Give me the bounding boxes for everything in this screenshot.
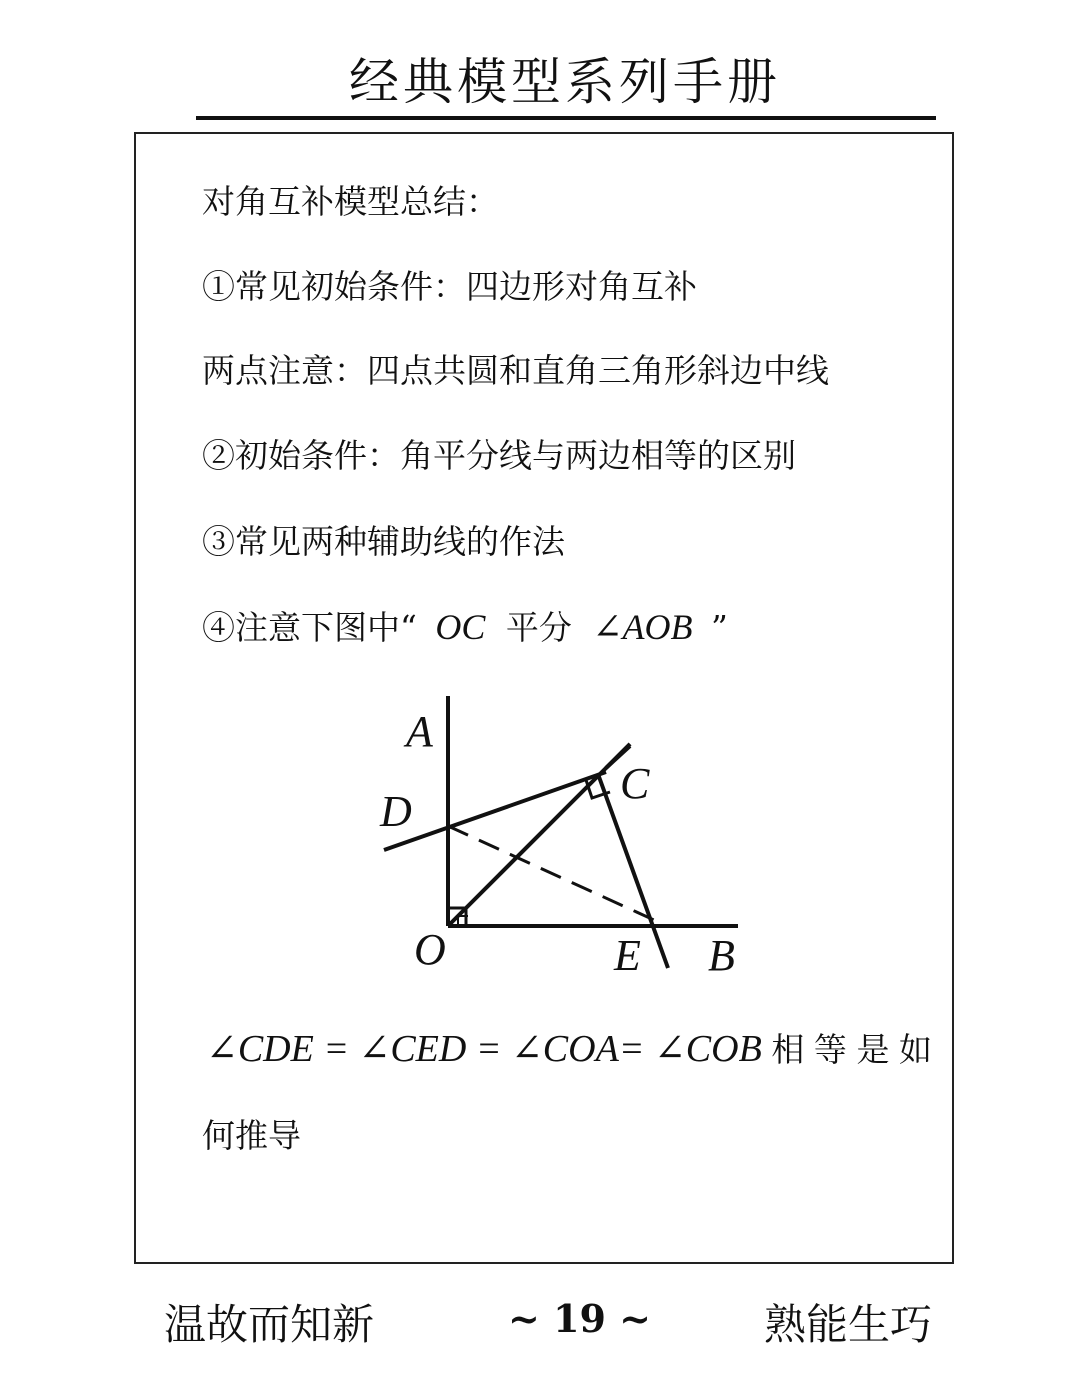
footer-left-motto: 温故而知新 xyxy=(164,1300,375,1349)
item-4-angle: ∠AOB xyxy=(592,607,693,647)
geometry-diagram xyxy=(376,684,756,984)
page-number: ~ 19 ~ xyxy=(508,1296,652,1341)
item-4 xyxy=(202,602,728,649)
equation-tail-3: 是 xyxy=(856,1030,890,1069)
label-c: C xyxy=(620,759,650,808)
footer-right-motto: 熟能生巧 xyxy=(764,1300,933,1349)
label-e: E xyxy=(614,931,641,980)
header-rule xyxy=(196,116,936,120)
equation-tail-1: 相 xyxy=(771,1030,805,1069)
summary-heading: 对角互补模型总结： xyxy=(202,182,499,221)
line-dc xyxy=(384,772,606,850)
label-a: A xyxy=(406,707,433,756)
label-d: D xyxy=(380,787,412,836)
item-2: ②初始条件：角平分线与两边相等的区别 xyxy=(202,436,796,475)
item-4-oc: OC xyxy=(435,607,486,647)
item-4-mid: 平分 xyxy=(505,608,572,647)
item-3: ③常见两种辅助线的作法 xyxy=(202,522,565,561)
angle-equation: ∠CDE = ∠CED = ∠COA= ∠COB xyxy=(206,1028,762,1070)
label-b: B xyxy=(708,931,735,980)
equation-tail-4: 如 xyxy=(898,1030,932,1069)
label-o: O xyxy=(414,925,446,974)
equation-tail-2: 等 xyxy=(813,1030,847,1069)
equation-continuation: 何推导 xyxy=(202,1116,301,1155)
page-header-title: 经典模型系列手册 xyxy=(349,53,781,111)
item-4-suffix: ” xyxy=(711,608,728,647)
item-1: ①常见初始条件：四边形对角互补 xyxy=(202,267,697,306)
equation-line xyxy=(206,1024,932,1071)
item-1-note: 两点注意：四点共圆和直角三角形斜边中线 xyxy=(202,351,829,390)
item-4-prefix: ④注意下图中“ xyxy=(202,608,417,647)
